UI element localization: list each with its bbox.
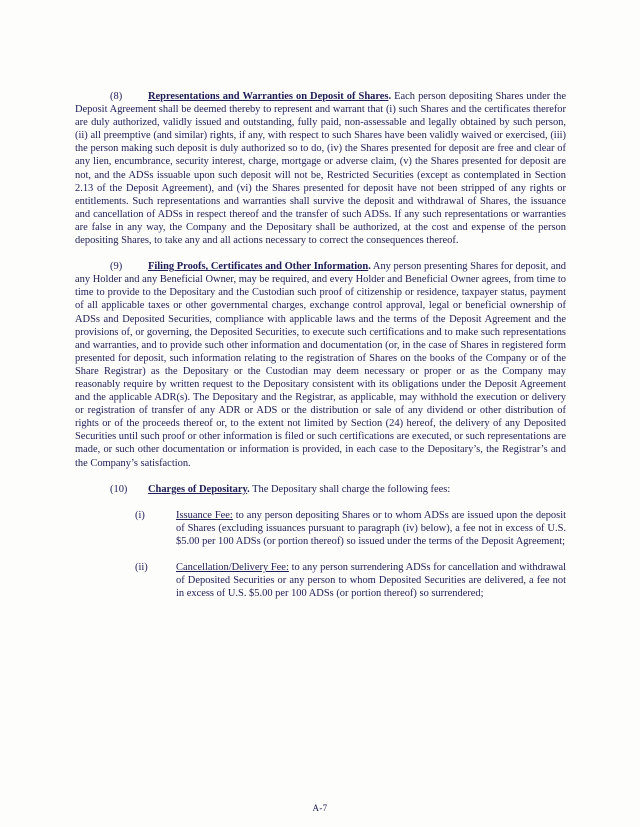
paragraph-10-number: (10) [110, 483, 128, 495]
fee-item-ii-body: to any person surrendering ADSs for cancellation and withdrawal of Deposited Securities or any person to whom Deposited Securities are delivered, a fee not in excess of U.S. $5.00 per 100 ADSs (or portion thereof) so surrendered; [176, 562, 566, 600]
paragraph-8-number: (8) [110, 91, 123, 102]
paragraph-9 [75, 260, 566, 470]
fee-item-ii-lead: Cancellation/Delivery Fee: [176, 562, 289, 573]
paragraph-9-body: Any person presenting Shares for deposit, and any Holder and any Beneficial Owner, may be required, and every Holder and Beneficial Owner agrees, from time to time to provide to the Depositary and the Custodian such proof of citizenship or residence, taxpayer status, payment of all applicable taxes or other governmental charges, exchange control approval, legal or beneficial ownership of ADSs and Deposited Securities, compliance with applicable laws and the terms of the Deposit Agreement and the provisions of, or governing, the Deposited Securities, to execute such certifications and to make such representations and warranties, and to provide such other information and documentation (or, in the case of Shares in registered form presented for deposit, such information relating to the registration of Shares on the books of the Company or of the Share Registrar) as the Depositary or the Custodian may deem necessary or proper or as the Company may reasonably require by written request to the Depositary consistent with its obligations under the Deposit Agreement and the applicable ADR(s). The Depositary and the Registrar, as applicable, may withhold the execution or delivery or registration of transfer of any ADR or ADS or the distribution or sale of any dividend or other distribution of rights or of the proceeds thereof or, to the extent not limited by Section (24) hereof, the delivery of any Deposited Securities until such proof or other information is filed or such certifications are executed, or such representations are made, or such other documentation or information is provided, in each case to the Depositary’s, the Registrar’s and the Company’s satisfaction. [75, 261, 567, 469]
paragraph-10-heading-period: . [247, 483, 250, 495]
page-number: A-7 [312, 802, 328, 813]
fee-item-i [135, 509, 567, 548]
paragraph-8-body: Each person depositing Shares under the Deposit Agreement shall be deemed thereby to represent and warrant that (i) such Shares and the certificates therefor are duly authorized, validly issued and outstanding, fully paid, non-assessable and legally obtained by such person, (ii) all preemptive (and similar) rights, if any, with respect to such Shares have been validly waived or exercised, (iii) the person making such deposit is duly authorized so to do, (iv) the Shares presented for deposit are free and clear of any lien, encumbrance, security interest, charge, mortgage or adverse claim, (v) the Shares presented for deposit are not, and the ADSs issuable upon such deposit will not be, Restricted Securities (except as contemplated in Section 2.13 of the Deposit Agreement), and (vi) the Shares presented for deposit have not been stripped of any rights or entitlements. Such representations and warranties shall survive the deposit and withdrawal of Shares, the issuance and cancellation of ADSs in respect thereof and the transfer of such ADSs. If any such representations or warranties are false in any way, the Company and the Depositary shall be authorized, at the cost and expense of the person depositing Shares, to take any and all actions necessary to correct the consequences thereof. [75, 91, 566, 247]
paragraph-9-heading: Filing Proofs, Certificates and Other Information [148, 261, 369, 273]
paragraph-9-heading-period: . [368, 261, 371, 273]
fee-item-i-label: (i) [135, 509, 145, 521]
paragraph-8-heading-period: . [388, 91, 392, 102]
paragraph-9-number: (9) [110, 261, 123, 273]
paragraph-10 [75, 483, 566, 496]
paragraph-10-heading: Charges of Depositary [148, 483, 248, 495]
paragraph-10-body: The Depositary shall charge the following fees: [249, 483, 451, 495]
fee-item-ii [135, 561, 566, 600]
paragraph-8 [75, 90, 566, 247]
paragraph-8-heading: Representations and Warranties on Deposit of Shares [148, 91, 389, 102]
fee-item-i-body: to any person depositing Shares or to whom ADSs are issued upon the deposit of Shares (excluding issuances pursuant to paragraph (iv) below), a fee not in excess of U.S. $5.00 per 100 ADSs (or portion thereof) so issued under the terms of the Deposit Agreement; [176, 509, 567, 547]
fee-item-ii-label: (ii) [135, 562, 148, 573]
fee-item-i-lead: Issuance Fee: [176, 509, 233, 521]
